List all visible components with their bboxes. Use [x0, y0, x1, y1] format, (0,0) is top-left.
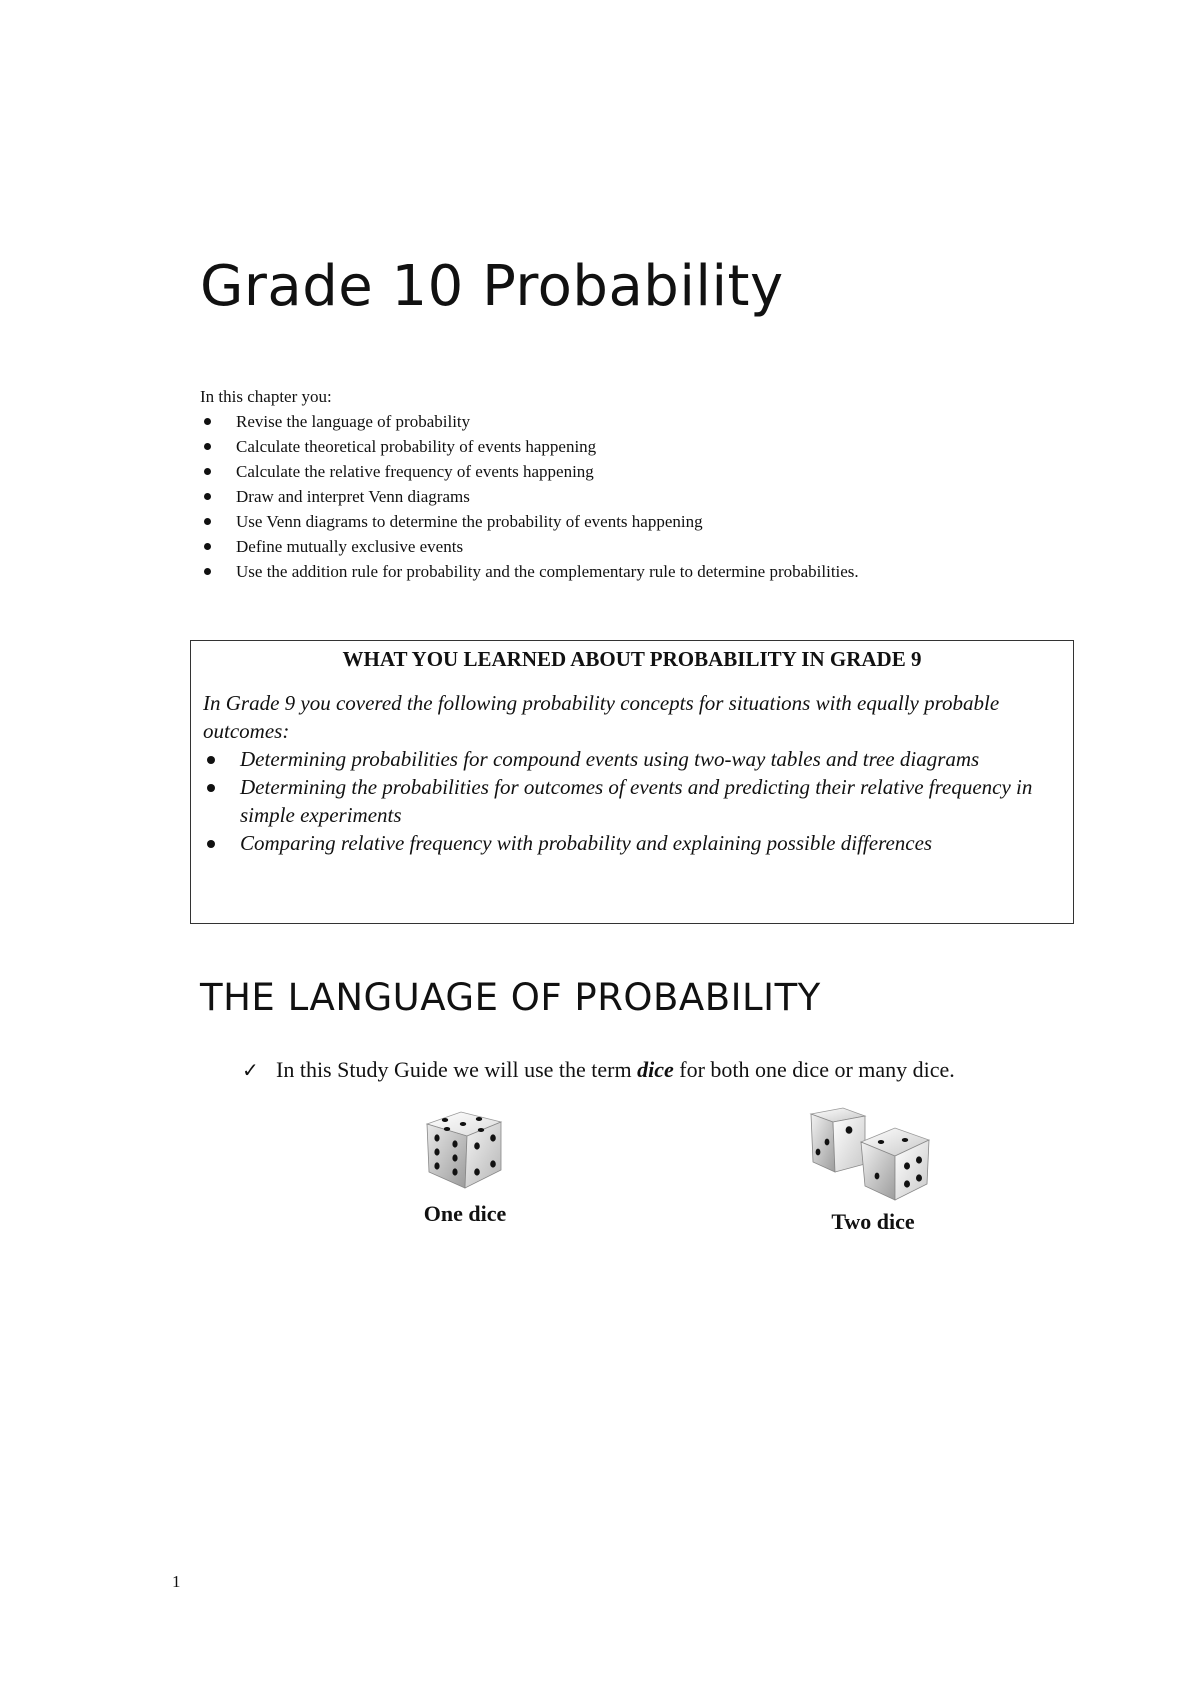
concept-item: Comparing relative frequency with probability and explaining possible differences	[203, 829, 1061, 857]
objective-item: Draw and interpret Venn diagrams	[200, 484, 1100, 509]
objective-item: Use Venn diagrams to determine the probability of events happening	[200, 509, 1100, 534]
grade9-summary-box	[190, 640, 1074, 924]
grade9-box-title: WHAT YOU LEARNED ABOUT PROBABILITY IN GRADE 9	[342, 647, 922, 671]
objective-item: Use the addition rule for probability and the complementary rule to determine probabilities.	[200, 559, 1100, 584]
concept-item: Determining the probabilities for outcomes of events and predicting their relative frequency in simple experiments	[203, 773, 1061, 829]
two-dice-caption: Two dice	[831, 1209, 915, 1234]
two-dice-figure	[778, 1104, 968, 1236]
one-dice-caption: One dice	[423, 1201, 507, 1226]
dice-term-note	[242, 1056, 955, 1084]
note-text-before: In this Study Guide we will use the term	[276, 1057, 638, 1082]
objective-item: Revise the language of probability	[200, 409, 1100, 434]
note-term: dice	[637, 1057, 674, 1082]
page-number: 1	[172, 1572, 181, 1591]
chapter-objectives-list	[200, 409, 1100, 584]
grade9-box-body: In Grade 9 you covered the following probability concepts for situations with equally probable outcomes:	[203, 691, 1000, 743]
check-mark-icon: ✓	[242, 1058, 259, 1082]
grade9-concepts-list	[203, 745, 1061, 857]
note-text-after: for both one dice or many dice.	[673, 1057, 955, 1082]
objective-item: Calculate theoretical probability of events happening	[200, 434, 1100, 459]
chapter-intro	[200, 384, 1100, 584]
section-heading: THE LANGUAGE OF PROBABILITY	[200, 976, 821, 1019]
single-die-icon	[421, 1108, 509, 1192]
two-dice-icon	[805, 1104, 941, 1204]
concept-item: Determining probabilities for compound events using two-way tables and tree diagrams	[203, 745, 1061, 773]
intro-lead: In this chapter you:	[200, 387, 332, 406]
objective-item: Define mutually exclusive events	[200, 534, 1100, 559]
objective-item: Calculate the relative frequency of events happening	[200, 459, 1100, 484]
page-title: Grade 10 Probability	[200, 254, 784, 319]
one-dice-figure	[390, 1108, 540, 1228]
